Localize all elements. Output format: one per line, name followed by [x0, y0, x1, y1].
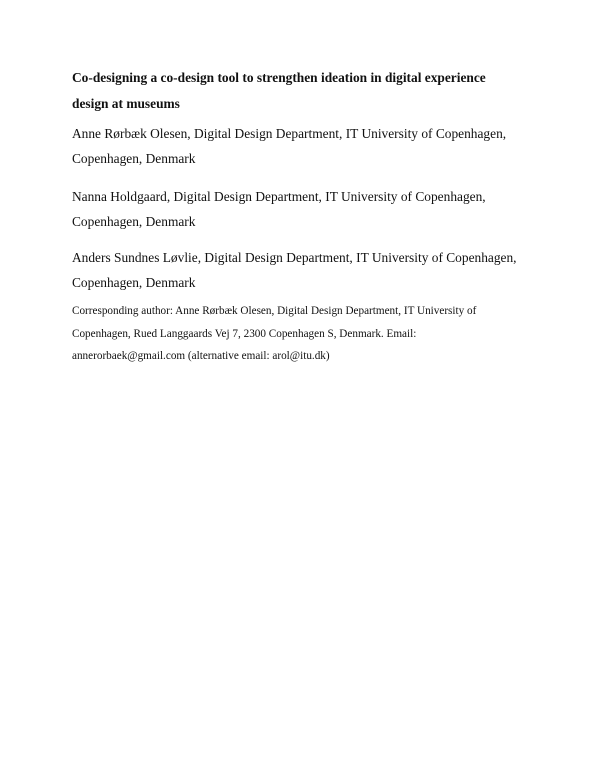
author-line: Copenhagen, Denmark: [72, 275, 196, 290]
corresponding-line: Copenhagen, Rued Langgaards Vej 7, 2300 Copenhagen S, Denmark. Email:: [72, 328, 417, 340]
author-line: Anders Sundnes Løvlie, Digital Design Department, IT University of Copenhagen,: [72, 250, 517, 265]
corresponding-line: Corresponding author: Anne Rørbæk Olesen, Digital Design Department, IT University of: [72, 305, 477, 317]
author-line: Copenhagen, Denmark: [72, 214, 196, 229]
corresponding-line: annerorbaek@gmail.com (alternative email: arol@itu.dk): [72, 350, 330, 362]
title-line: design at museums: [72, 96, 180, 111]
author-line: Nanna Holdgaard, Digital Design Department, IT University of Copenhagen,: [72, 189, 486, 204]
author-line: Anne Rørbæk Olesen, Digital Design Department, IT University of Copenhagen,: [72, 126, 507, 141]
author-line: Copenhagen, Denmark: [72, 151, 196, 166]
title-line: Co-designing a co-design tool to strengthen ideation in digital experience: [72, 70, 486, 85]
